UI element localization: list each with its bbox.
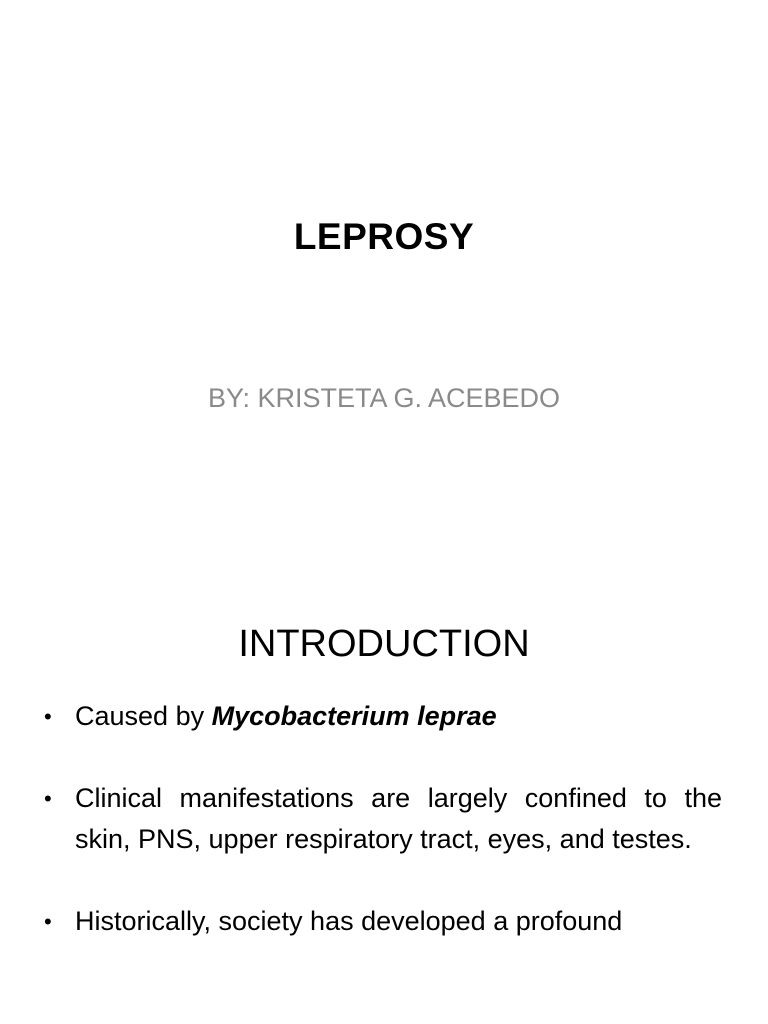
bullet-icon: • — [44, 704, 52, 729]
bullet-text: Clinical manifestations are largely confined to the skin, PNS, upper respiratory tract, eyes, and testes. — [75, 783, 722, 854]
introduction-slide — [0, 576, 768, 1024]
slide-title: LEPROSY — [293, 216, 475, 257]
section-title: INTRODUCTION — [238, 623, 530, 665]
bullet-icon: • — [44, 909, 52, 934]
bullet-text: Historically, society has developed a profound — [75, 906, 623, 936]
bullet-list — [44, 696, 722, 983]
bullet-text-organism: Mycobacterium leprae — [211, 701, 497, 731]
bullet-icon: • — [44, 786, 52, 811]
bullet-text-prefix: Caused by — [75, 701, 212, 731]
bullet-item-cause — [44, 696, 722, 737]
slide-subtitle-author: BY: KRISTETA G. ACEBEDO — [207, 383, 561, 413]
bullet-item-history — [44, 901, 722, 942]
bullet-item-manifestations — [44, 778, 722, 860]
